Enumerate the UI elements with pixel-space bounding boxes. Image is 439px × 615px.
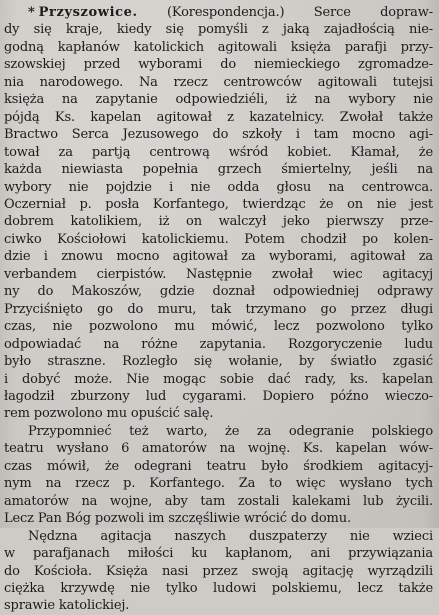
article-line: księża na zapytanie odpowiedziéli, iż na wybory nie	[4, 92, 433, 108]
article-line: odpowiadać na różne zapytania. Rozgoryczenie ludu	[4, 336, 433, 352]
article-line: amatorów na wojne, aby tam zostali kalekami lub życili.	[4, 493, 433, 509]
headline-marker: *	[28, 5, 35, 20]
article-line: sprawie katolickiej.	[4, 598, 130, 614]
article-line: czas, nie pozwolono mu mówić, lecz pozwolono tylko	[4, 319, 433, 335]
article-line: i dobyć może. Nie mogąc sobie dać rady, ks. kapelan	[4, 371, 433, 387]
article-line: każda niewiasta popełnia grzech śmiertelny, jeśli na	[4, 162, 433, 178]
article-line: pójdą Ks. kapelan agitował z kazatelnicy. Zwołał także	[4, 109, 433, 125]
article-line: Bractwo Serca Jezusowego do szkoły i tam mocno agi-	[4, 127, 433, 143]
article-line: godną kapłanów katolickich agitowali księża parafji przy-	[4, 39, 433, 55]
article-line: teatru wysłano 6 amatorów na wojnę. Ks. kapelan wów-	[4, 441, 433, 457]
article-line: Przypomnieć też warto, że za odegranie polskiego	[28, 423, 433, 439]
article-line: verbandem cierpistów. Następnie zwołał wiec agitacyj	[4, 266, 433, 282]
article-line: nym na rzecz p. Korfantego. Za to więc wysłano tych	[4, 476, 433, 492]
article-line: Oczerniał p. posła Korfantego, twierdząc że on nie jest	[4, 196, 433, 212]
article-line: czas mówił, że odegrani teatru było środkiem agitacyj-	[4, 458, 433, 474]
article-line: było straszne. Rozległo się wołanie, by światło zgasić	[4, 354, 433, 370]
article-line: nia narodowego. Na rzecz centrowców agitowali tutejsi	[4, 74, 433, 90]
article-line: ciężka krzywdę nie tylko ludowi polskiemu, lecz także	[4, 580, 433, 596]
article-line: do Kościoła. Księża nasi przez swoją agitację wyrządzili	[4, 563, 433, 579]
article-line: rem pozwolono mu opuścić salę.	[4, 406, 214, 422]
article-line: dzie i znowu mocno agitował za wyborami, agitował za	[4, 249, 433, 265]
article-line: tował za partją centrową wśród kobiet. Kłamał, że	[4, 144, 433, 160]
article-line: dobrem katolikiem, iż on walczył jeko pierwszy prze-	[4, 214, 433, 230]
article-line: w parafjanach miłości ku kapłanom, ani przywiązania	[4, 546, 433, 562]
article-line: Przyciśnięto go do muru, tak trzymano go przez długi	[4, 301, 433, 317]
article-line: ciwko Kościołowi katolickiemu. Potem chodził po kolen-	[4, 231, 433, 247]
article-line: łagodził zburzony lud cygarami. Dopiero późno wieczo-	[4, 388, 433, 404]
article-line: Nędzna agitacja naszych duszpaterzy nie wzieci	[28, 528, 433, 544]
article-line: dy się kraje, kiedy się pomyśli z jaką zajadłością nie-	[4, 22, 433, 38]
article-text	[4, 4, 433, 615]
article-line: wybory nie pojdzie i nie odda głosu na centrowca.	[4, 179, 433, 195]
article-line: ny do Makoszów, gdzie doznał odpowiedniej odprawy	[4, 284, 433, 300]
place-name: Przyszowice.	[38, 5, 138, 20]
article-line: * Przyszowice. (Korespondencja.) Serce dopraw-	[28, 5, 433, 20]
section-note: (Korespondencja.)	[166, 5, 285, 20]
article-line: Lecz Pan Bóg pozwoli im szczęśliwie wrócić do domu.	[4, 511, 351, 527]
article-line: szowskiej przed wyborami do niemieckiego zgromadze-	[4, 57, 433, 73]
